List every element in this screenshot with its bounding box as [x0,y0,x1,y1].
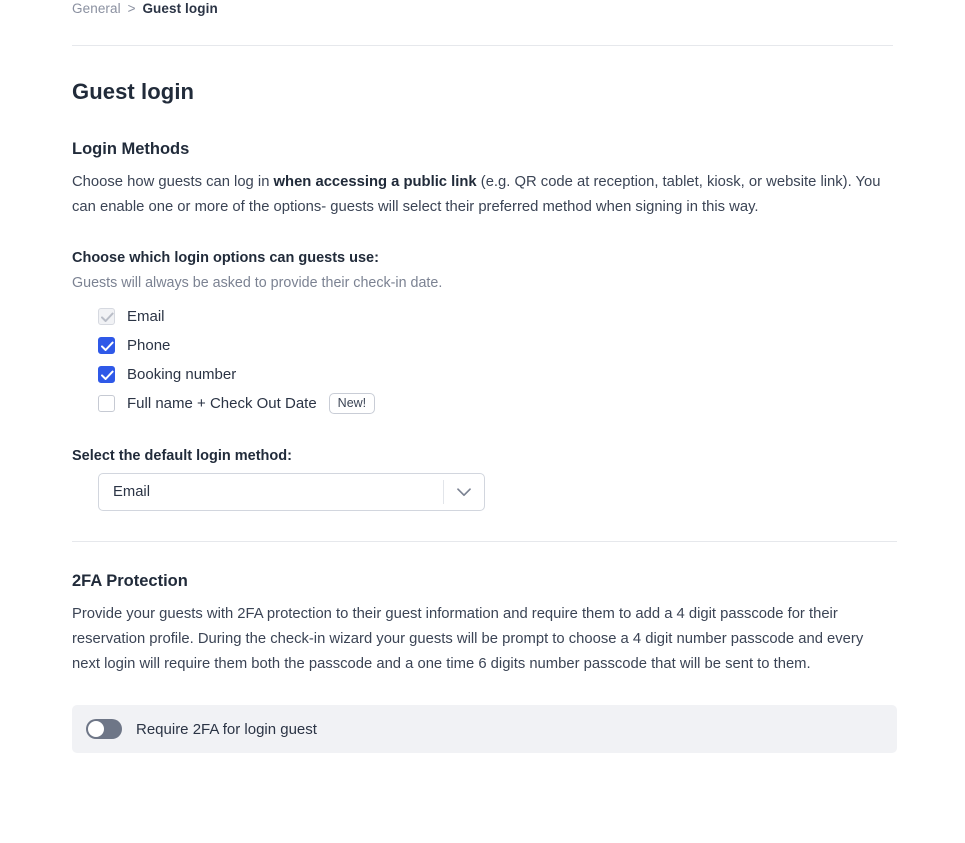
check-icon [101,312,114,323]
section-divider [72,541,897,542]
login-option-booking-number-label: Booking number [127,365,237,383]
login-option-phone-label: Phone [127,336,171,354]
two-fa-toggle-row[interactable] [72,705,897,753]
login-option-email[interactable] [98,302,897,331]
check-icon [101,370,114,381]
checkbox-booking-number[interactable] [98,366,115,383]
two-fa-description: Provide your guests with 2FA protection to their guest information and require them to add a 4 digit passcode for their reservation profile. During the check-in wizard your guests will be prompt to choose a 4 digit number passcode and every next login will require them both the passcode and a one time 6 digits number passcode that will be sent to them. [72,606,864,672]
default-login-method-label: Select the default login method: [72,448,292,464]
checkbox-phone[interactable] [98,337,115,354]
breadcrumb-separator: > [127,1,136,16]
chevron-down-icon[interactable] [444,488,484,497]
breadcrumb-item-guest-login: Guest login [142,1,218,16]
login-options-hint: Guests will always be asked to provide their check-in date. [72,275,443,291]
login-option-email-label: Email [127,307,165,325]
login-methods-description-part1: Choose how guests can log in [72,174,274,190]
login-methods-description [72,170,884,220]
checkbox-full-name-checkout-date[interactable] [98,395,115,412]
login-option-phone[interactable] [98,331,897,360]
checkbox-email [98,308,115,325]
page-title: Guest login [72,79,195,104]
default-login-method-value: Email [113,484,150,500]
login-option-full-name-checkout-date-label: Full name + Check Out Date [127,394,317,412]
new-badge: New! [329,393,375,414]
login-methods-heading: Login Methods [72,140,190,158]
login-option-booking-number[interactable] [98,360,897,389]
settings-content [72,78,897,753]
login-options-list [72,302,897,418]
default-login-method-select[interactable] [98,473,485,511]
top-right-corner-stub [869,0,965,14]
header-divider [72,45,893,46]
login-option-full-name-checkout-date[interactable] [98,389,897,418]
two-fa-heading: 2FA Protection [72,572,188,590]
login-options-label: Choose which login options can guests use: [72,250,379,266]
two-fa-toggle[interactable] [86,719,122,739]
two-fa-toggle-knob [88,721,104,737]
breadcrumb-item-general[interactable]: General [72,1,121,16]
login-methods-description-emphasis: when accessing a public link [273,174,477,190]
check-icon [101,341,114,352]
login-methods-description-part2: (e.g. QR code at reception, tablet, kiosk, or website link). You can enable one or more of the options- guests will select their preferred method when signing in this way. [72,174,881,215]
chevron-down-glyph [457,488,471,497]
two-fa-toggle-label: Require 2FA for login guest [136,720,317,738]
breadcrumb [72,1,218,16]
